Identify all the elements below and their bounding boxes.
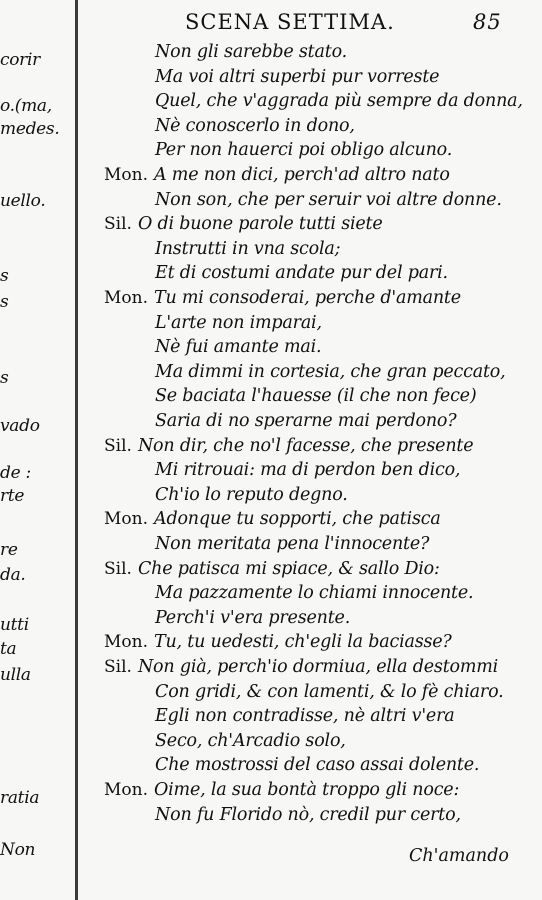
verse-text-span: Egli non contradisse, nè altri v'era <box>155 706 455 726</box>
verse-line <box>155 69 439 87</box>
verse-text-span: A me non dici, perch'ad altro nato <box>154 165 450 185</box>
verse-line <box>104 167 450 185</box>
facing-page-fragment: re <box>0 540 18 560</box>
verse-text-span: Tu mi consoderai, perche d'amante <box>154 288 461 308</box>
verse-line <box>155 339 321 357</box>
speaker-name: Sil. <box>104 657 132 677</box>
verse-line <box>104 438 473 456</box>
verse-text-span: Se baciata l'hauesse (il che non fece) <box>155 386 477 406</box>
verse-line <box>155 807 461 825</box>
verse-text-span: Ma voi altri superbi pur vorreste <box>155 67 440 87</box>
verse-text-span: Che mostrossi del caso assai dolente. <box>155 755 480 775</box>
verse-line <box>104 511 441 529</box>
verse-line <box>155 93 523 111</box>
speaker-name: Sil. <box>104 559 132 579</box>
verse-line <box>104 216 383 234</box>
verse-line <box>155 241 340 259</box>
verse-line <box>155 708 455 726</box>
verse-line <box>155 684 503 702</box>
verse-line <box>104 782 459 800</box>
facing-page-fragment: medes. <box>0 119 60 139</box>
verse-line <box>155 413 456 431</box>
facing-page-fragment: ta <box>0 639 17 659</box>
verse-line <box>155 44 347 62</box>
verse-text-span: Per non hauerci poi obligo alcuno. <box>155 140 453 160</box>
verse-line <box>155 487 348 505</box>
verse-text-span: Et di costumi andate pur del pari. <box>155 263 448 283</box>
verse-text-span: Che patisca mi spiace, & sallo Dio: <box>137 559 440 579</box>
facing-page-fragment: s <box>0 266 9 286</box>
verse-text-span: Nè fui amante mai. <box>155 337 322 357</box>
verse-text-span: Instrutti in vna scola; <box>155 239 341 259</box>
verse-text-span: Non gli sarebbe stato. <box>155 42 347 62</box>
verse-text-span: Non meritata pena l'innocente? <box>155 534 430 554</box>
verse-line <box>155 585 473 603</box>
verse-line <box>155 118 355 136</box>
verse-line <box>155 757 479 775</box>
catchword: Ch'amando <box>409 846 509 866</box>
verse-text-span: Non fu Florido nò, credil pur certo, <box>155 805 461 825</box>
facing-page-fragment: utti <box>0 615 29 635</box>
verse-text-span: Adonque tu sopporti, che patisca <box>154 509 441 529</box>
verse-text-span: Non già, perch'io dormiua, ella destommi <box>137 657 499 677</box>
facing-page-fragment: de : <box>0 463 31 483</box>
verse-text-span: L'arte non imparai, <box>155 313 322 333</box>
facing-page-fragment: o.(ma, <box>0 96 52 116</box>
verse-line <box>104 634 452 652</box>
facing-page-fragment: ratia <box>0 788 40 808</box>
page-number: 85 <box>473 10 502 34</box>
facing-page-fragment: s <box>0 368 9 388</box>
verse-text-span: Con gridi, & con lamenti, & lo fè chiaro. <box>155 682 504 702</box>
verse-text-span: Seco, ch'Arcadio solo, <box>155 731 346 751</box>
verse-line <box>155 536 429 554</box>
verse-text-span: Nè conoscerlo in dono, <box>155 116 355 136</box>
speaker-name: Mon. <box>104 632 148 652</box>
verse-text-span: Ma dimmi in cortesia, che gran peccato, <box>155 362 506 382</box>
verse-line <box>104 561 440 579</box>
facing-page-fragments <box>0 0 74 900</box>
facing-page-fragment: vado <box>0 416 40 436</box>
verse-line <box>155 142 452 160</box>
verse-line <box>155 388 476 406</box>
facing-page-fragment: ulla <box>0 665 31 685</box>
verse-text-span: Oime, la sua bontà troppo gli noce: <box>154 780 460 800</box>
facing-page-fragment: rte <box>0 486 25 506</box>
verse-text-span: Saria di no sperarne mai perdono? <box>155 411 457 431</box>
facing-page-fragment: Non <box>0 840 36 860</box>
verse-line <box>155 315 322 333</box>
speaker-name: Mon. <box>104 165 148 185</box>
facing-page-fragment: s <box>0 292 9 312</box>
facing-page-fragment: corir <box>0 50 40 70</box>
verse-line <box>155 364 505 382</box>
verse-line <box>104 290 461 308</box>
verse-text-span: Mi ritrouai: ma di perdon ben dico, <box>155 460 461 480</box>
verse-line <box>155 462 460 480</box>
facing-page-fragment: da. <box>0 565 26 585</box>
verse-text-span: Quel, che v'aggrada più sempre da donna, <box>155 91 523 111</box>
verse-text-span: Perch'i v'era presente. <box>155 608 351 628</box>
verse-line <box>155 192 502 210</box>
verse-text-span: Non son, che per seruir voi altre donne. <box>155 190 502 210</box>
verse-text-span: Non dir, che no'l facesse, che presente <box>137 436 474 456</box>
speaker-name: Mon. <box>104 288 148 308</box>
verse-text-span: O di buone parole tutti siete <box>137 214 383 234</box>
scene-title: SCENA SETTIMA. <box>185 10 395 34</box>
running-header <box>185 12 515 33</box>
verse-text-span: Ch'io lo reputo degno. <box>155 485 348 505</box>
facing-page-fragment: uello. <box>0 191 46 211</box>
verse-text-span: Ma pazzamente lo chiami innocente. <box>155 583 474 603</box>
speaker-name: Mon. <box>104 780 148 800</box>
verse-line <box>155 265 448 283</box>
verse-line <box>155 733 346 751</box>
speaker-name: Mon. <box>104 509 148 529</box>
verse-text-span: Tu, tu uedesti, ch'egli la baciasse? <box>154 632 452 652</box>
verse-line <box>155 610 350 628</box>
speaker-name: Sil. <box>104 436 132 456</box>
speaker-name: Sil. <box>104 214 132 234</box>
gutter-rule <box>75 0 78 900</box>
verse-line <box>104 659 498 677</box>
